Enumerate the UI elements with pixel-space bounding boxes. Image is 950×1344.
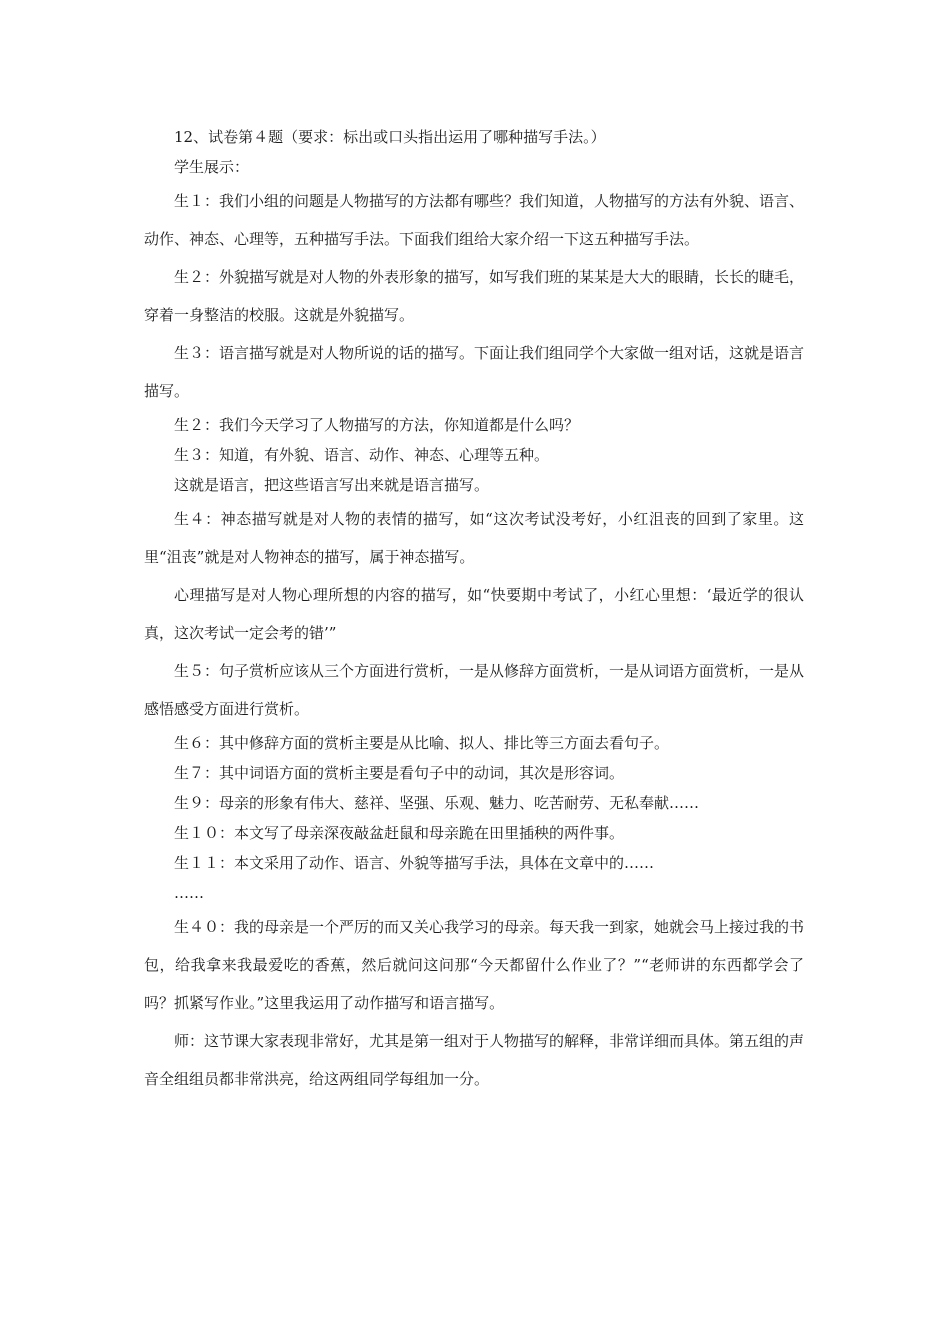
paragraph-question-12: 12、试卷第４题（要求：标出或口头指出运用了哪种描写手法。） [174,128,606,146]
paragraph-student-5: 生５：句子赏析应该从三个方面进行赏析，一是从修辞方面赏析，一是从词语方面赏析，一是从感悟感受方面进行赏析。 [144,662,805,718]
paragraph-student-7: 生７：其中词语方面的赏析主要是看句子中的动词，其次是形容词。 [174,764,625,782]
paragraph-student-10: 生１０：本文写了母亲深夜敲盆赶鼠和母亲跪在田里插秧的两件事。 [174,824,625,842]
paragraph-student-display: 学生展示： [174,158,250,176]
paragraph-student-2: 生２：外貌描写就是对人物的外表形象的描写，如写我们班的某某是大大的眼睛，长长的睫毛，穿着一身整洁的校服。这就是外貌描写。 [144,268,805,324]
paragraph-student-11: 生１１：本文采用了动作、语言、外貌等描写手法，具体在文章中的…… [174,854,655,872]
paragraph-student-3: 生３：语言描写就是对人物所说的话的描写。下面让我们组同学个大家做一组对话，这就是语言描写。 [144,344,805,400]
document-body [144,122,804,1098]
paragraph-ellipsis: …… [174,884,204,902]
paragraph-language-note: 这就是语言，把这些语言写出来就是语言描写。 [174,476,490,494]
paragraph-student-2-question: 生２：我们今天学习了人物描写的方法，你知道都是什么吗？ [174,416,580,434]
paragraph-student-3-answer: 生３：知道，有外貌、语言、动作、神态、心理等五种。 [174,446,550,464]
paragraph-student-4: 生４：神态描写就是对人物的表情的描写，如“这次考试没考好，小红沮丧的回到了家里。这里“沮丧”就是对人物神态的描写，属于神态描写。 [144,510,804,566]
paragraph-psychology: 心理描写是对人物心理所想的内容的描写，如“快要期中考试了，小红心里想：‘最近学的很认真，这次考试一定会考的错’” [144,586,804,642]
paragraph-student-6: 生６：其中修辞方面的赏析主要是从比喻、拟人、排比等三方面去看句子。 [174,734,670,752]
paragraph-teacher: 师：这节课大家表现非常好，尤其是第一组对于人物描写的解释，非常详细而具体。第五组的声音全组组员都非常洪亮，给这两组同学每组加一分。 [144,1032,805,1088]
paragraph-student-1: 生１：我们小组的问题是人物描写的方法都有哪些？我们知道，人物描写的方法有外貌、语言、动作、神态、心理等，五种描写手法。下面我们组给大家介绍一下这五种描写手法。 [144,192,805,248]
paragraph-student-40: 生４０：我的母亲是一个严厉的而又关心我学习的母亲。每天我一到家，她就会马上接过我的书包，给我拿来我最爱吃的香蕉，然后就问这问那“今天都留什么作业了？”“老师讲的东西都学会了吗？抓紧写作业。”这里我运用了动作描写和语言描写。 [144,918,805,1012]
paragraph-student-9: 生９：母亲的形象有伟大、慈祥、坚强、乐观、魅力、吃苦耐劳、无私奉献…… [174,794,700,812]
